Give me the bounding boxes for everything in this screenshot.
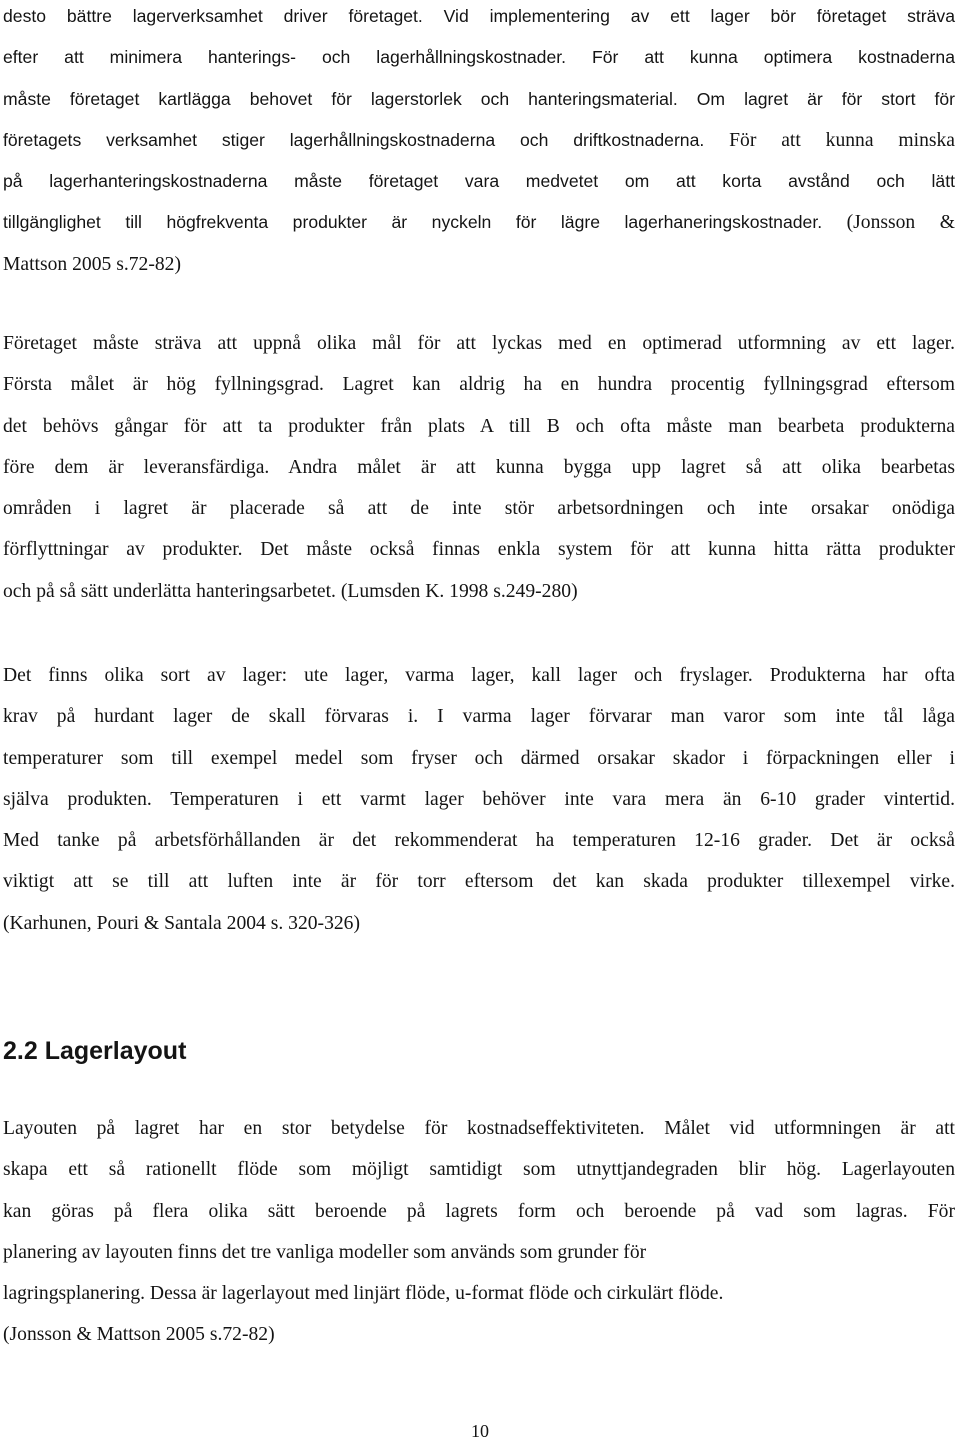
text-line: tillgänglighet till högfrekventa produkter är nyckeln för lägre lagerhaneringskostnader. (Jonsson & [3,212,955,234]
text-line: områden i lagret är placerade så att de inte stör arbetsordningen och inte orsakar onödiga [3,498,955,520]
section-heading: 2.2 Lagerlayout [3,1037,187,1065]
text-line: (Jonsson & Mattson 2005 s.72-82) [3,1324,275,1346]
text-line: krav på hurdant lager de skall förvaras i. I varma lager förvarar man varor som inte tål låga [3,706,955,728]
text-line: Med tanke på arbetsförhållanden är det rekommenderat ha temperaturen 12-16 grader. Det är också [3,830,955,852]
text-line: före dem är leveransfärdiga. Andra målet är att kunna bygga upp lagret så att olika bearbetas [3,456,955,478]
text-line: planering av layouten finns det tre vanliga modeller som används som grunder för [3,1241,647,1263]
paragraph-2 [3,323,955,612]
paragraph-1 [3,0,955,285]
text-line: viktigt att se till att luften inte är för torr eftersom det kan skada produkter tillexempel virke. [3,871,955,893]
text-line: det behövs gångar för att ta produkter från plats A till B och ofta måste man bearbeta produkterna [3,415,955,437]
text-line: kan göras på flera olika sätt beroende på lagrets form och beroende på vad som lagras. För [3,1200,955,1222]
text-line: företagets verksamhet stiger lagerhållningskostnaderna och driftkostnaderna. För att kunna minska [3,129,955,151]
text-line: Layouten på lagret har en stor betydelse för kostnadseffektiviteten. Målet vid utformningen är att [3,1118,955,1139]
text-line: lagringsplanering. Dessa är lagerlayout med linjärt flöde, u-format flöde och cirkulärt flöde. [3,1283,724,1305]
text-line: Det finns olika sort av lager: ute lager, varma lager, kall lager och fryslager. Produkterna har ofta [3,665,955,686]
text-line: på lagerhanteringskostnaderna måste företaget vara medvetet om att korta avstånd och lätt [3,171,955,192]
text-line: Företaget måste sträva att uppnå olika mål för att lyckas med en optimerad utformning av ett lager. [3,333,955,354]
text-line: Första målet är hög fyllningsgrad. Lagret kan aldrig ha en hundra procentig fyllningsgrad eftersom [3,374,955,396]
text-line: desto bättre lagerverksamhet driver företaget. Vid implementering av ett lager bör företaget sträva [3,6,955,26]
text-line: Mattson 2005 s.72-82) [3,253,181,275]
text-line: (Karhunen, Pouri & Santala 2004 s. 320-326) [3,912,360,934]
text-line: skapa ett så rationellt flöde som möjligt samtidigt som utnyttjandegraden blir hög. Lagerlayouten [3,1159,955,1181]
text-line: temperaturer som till exempel medel som fryser och därmed orsakar skador i förpackningen eller i [3,747,955,769]
text-line: förflyttningar av produkter. Det måste också finnas enkla system för att kunna hitta rätta produkter [3,539,955,561]
paragraph-3 [3,655,955,944]
text-line: måste företaget kartlägga behovet för lagerstorlek och hanteringsmaterial. Om lagret är för stort för [3,88,955,109]
paragraph-4 [3,1108,955,1356]
text-line: efter att minimera hanterings- och lagerhållningskostnader. För att kunna optimera kostnaderna [3,47,955,68]
page-number: 10 [471,1421,489,1441]
text-line: och på så sätt underlätta hanteringsarbetet. (Lumsden K. 1998 s.249-280) [3,580,578,602]
text-line: själva produkten. Temperaturen i ett varmt lager behöver inte vara mera än 6-10 grader vintertid. [3,788,955,810]
